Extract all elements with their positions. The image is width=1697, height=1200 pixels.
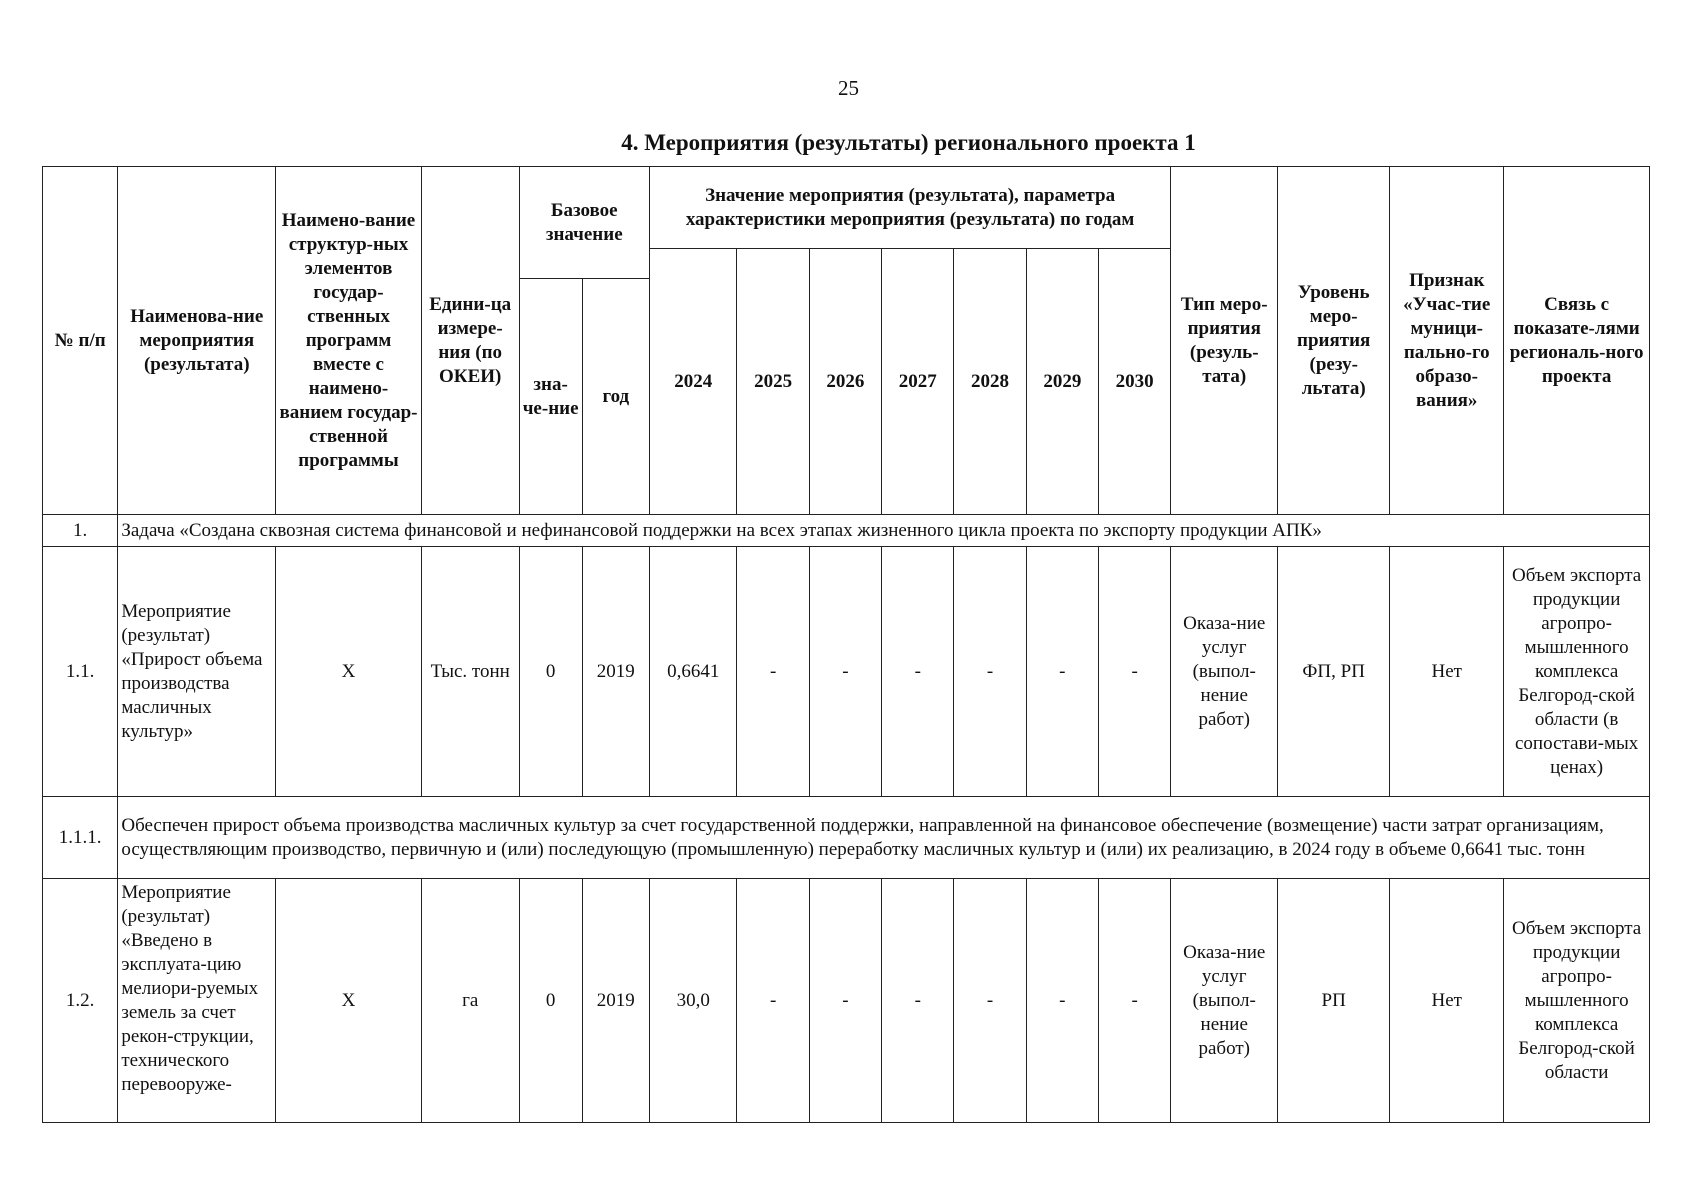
detail-row (43, 797, 1650, 879)
header-year-2028: 2028 (954, 249, 1026, 515)
header-municipal: Признак «Учас-тие муници-пально-го образо-вания» (1390, 167, 1504, 515)
row-type: Оказа-ние услуг (выпол-нение работ) (1171, 547, 1278, 797)
row-value-2030: - (1098, 879, 1170, 1123)
header-type: Тип меро-приятия (резуль-тата) (1171, 167, 1278, 515)
row-value-2024: 0,6641 (649, 547, 737, 797)
row-name: Мероприятие (результат) «Прирост объема производства масличных культур» (118, 547, 276, 797)
header-unit: Едини-ца измере-ния (по ОКЕИ) (421, 167, 519, 515)
header-year-2030: 2030 (1098, 249, 1170, 515)
document-title: 4. Мероприятия (результаты) регионального проекта 1 (621, 130, 1196, 155)
row-num: 1.2. (43, 879, 118, 1123)
row-value-2028: - (954, 547, 1026, 797)
row-level: ФП, РП (1278, 547, 1390, 797)
header-base: Базовое значение (519, 167, 649, 279)
row-link: Объем экспорта продукции агропро-мышленного комплекса Белгород-ской области (1504, 879, 1650, 1123)
header-year-2024: 2024 (649, 249, 737, 515)
header-base-year: год (582, 279, 649, 515)
row-value-2029: - (1026, 547, 1098, 797)
header-values-group: Значение мероприятия (результата), параметра характеристики мероприятия (результата) по годам (649, 167, 1170, 249)
header-year-2025: 2025 (737, 249, 809, 515)
row-value-2025: - (737, 547, 809, 797)
row-base-value: 0 (519, 879, 582, 1123)
row-type: Оказа-ние услуг (выпол-нение работ) (1171, 879, 1278, 1123)
row-structural: Х (276, 547, 422, 797)
header-row-1 (43, 167, 1650, 249)
task-text: Задача «Создана сквозная система финансовой и нефинансовой поддержки на всех этапах жизненного цикла проекта по экспорту продукции АПК» (118, 515, 1650, 547)
row-name: Мероприятие (результат) «Введено в эксплуата-цию мелиори-руемых земель за счет рекон-струкции, технического перевооруже- (118, 879, 276, 1123)
header-structural: Наимено-вание структур-ных элементов государ-ственных программ вместе с наимено-ванием государ-ственной программы (276, 167, 422, 515)
row-value-2025: - (737, 879, 809, 1123)
page-number: 25 (838, 76, 859, 100)
row-value-2027: - (882, 547, 954, 797)
row-value-2029: - (1026, 879, 1098, 1123)
table-row (43, 547, 1650, 797)
row-unit: га (421, 879, 519, 1123)
detail-text: Обеспечен прирост объема производства масличных культур за счет государственной поддержки, направленной на финансовое обеспечение (возмещение) части затрат организациям, осуществляющим производство, первичную и (или) последующую (промышленную) переработку масличных культур и (или) их реализацию, в 2024 году в объеме 0,6641 тыс. тонн (118, 797, 1650, 879)
detail-num: 1.1.1. (43, 797, 118, 879)
row-municipal: Нет (1390, 547, 1504, 797)
header-num: № п/п (43, 167, 118, 515)
task-num: 1. (43, 515, 118, 547)
row-value-2024: 30,0 (649, 879, 737, 1123)
row-value-2028: - (954, 879, 1026, 1123)
row-base-value: 0 (519, 547, 582, 797)
header-year-2027: 2027 (882, 249, 954, 515)
row-unit: Тыс. тонн (421, 547, 519, 797)
row-value-2027: - (882, 879, 954, 1123)
header-year-2029: 2029 (1026, 249, 1098, 515)
table-row (43, 879, 1650, 1123)
header-base-value: зна-че-ние (519, 279, 582, 515)
header-level: Уровень меро-приятия (резу-льтата) (1278, 167, 1390, 515)
row-structural: Х (276, 879, 422, 1123)
row-value-2030: - (1098, 547, 1170, 797)
row-municipal: Нет (1390, 879, 1504, 1123)
row-value-2026: - (809, 547, 881, 797)
measures-table (42, 166, 1650, 1123)
row-base-year: 2019 (582, 879, 649, 1123)
row-num: 1.1. (43, 547, 118, 797)
row-level: РП (1278, 879, 1390, 1123)
task-row (43, 515, 1650, 547)
header-link: Связь с показате-лями региональ-ного проекта (1504, 167, 1650, 515)
header-name: Наименова-ние мероприятия (результата) (118, 167, 276, 515)
header-year-2026: 2026 (809, 249, 881, 515)
row-link: Объем экспорта продукции агропро-мышленного комплекса Белгород-ской области (в сопостави-мых ценах) (1504, 547, 1650, 797)
row-value-2026: - (809, 879, 881, 1123)
row-base-year: 2019 (582, 547, 649, 797)
